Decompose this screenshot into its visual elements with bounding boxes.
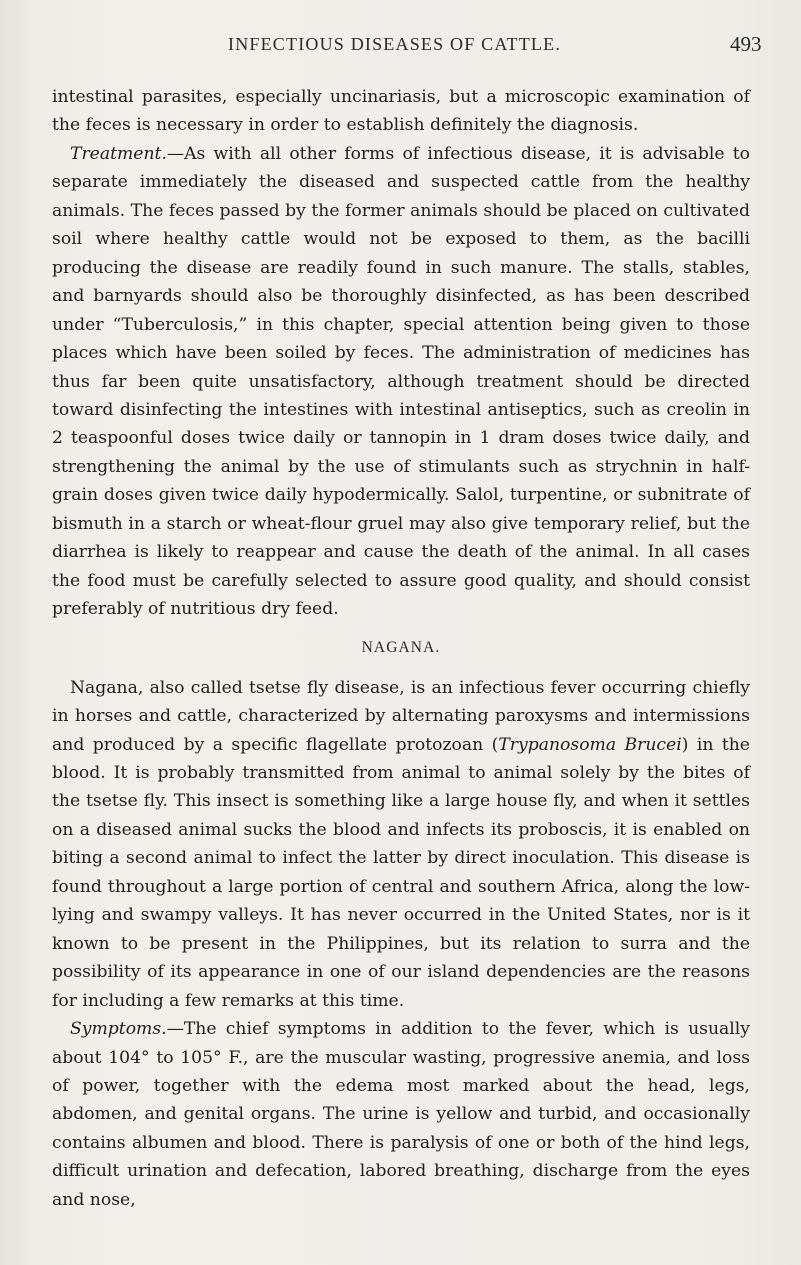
paragraph-treatment: [52, 140, 750, 624]
running-title: INFECTIOUS DISEASES OF CATTLE.: [228, 34, 562, 54]
section-heading-nagana: NAGANA.: [361, 638, 441, 656]
treatment-body: —As with all other forms of infectious disease, it is advisable to separate immediately the diseased and suspected cattle from the healthy animals. The feces passed by the former animals should be placed on cultivated soil where healthy cattle would not be exposed to them, as the bacilli producing the disease are readily found in such manure. The stalls, stables, and barnyards should also be thoroughly disinfected, as has been described under “Tuberculosis,” in this chapter, special attention being given to those places which have been soiled by feces. The administration of medicines has thus far been quite unsatisfactory, although treatment should be directed toward disinfecting the intestines with intestinal antiseptics, such as creolin in 2 teaspoonful doses twice daily or tannopin in 1 dram doses twice daily, and strengthening the animal by the use of stimulants such as strychnin in half-grain doses given twice daily hypodermically. Salol, turpentine, or subnitrate of bismuth in a starch or wheat-flour gruel may also give temporary relief, but the diarrhea is likely to reappear and cause the death of the animal. In all cases the food must be carefully selected to assure good quality, and should consist preferably of nutritious dry feed.: [52, 143, 750, 620]
treatment-lead: Treatment.: [70, 143, 167, 164]
body-text: [52, 83, 750, 1214]
nagana-text-before: Nagana, also called tsetse fly disease, is an infectious fever occurring chiefly in horses and cattle, characterized by alternating paroxysms and intermissions and produced by a specific flagellate protozoan (: [52, 677, 750, 755]
page-header: [0, 28, 801, 58]
nagana-text-after: ) in the blood. It is probably transmitted from animal to animal solely by the bites of the tsetse fly. This insect is something like a large house fly, and when it settles on a diseased animal sucks the blood and infects its proboscis, it is enabled on biting a second animal to infect the latter by direct inoculation. This disease is found throughout a large portion of central and southern Africa, along the low-lying and swampy valleys. It has never occurred in the United States, nor is it known to be present in the Philippines, but its relation to surra and the possibility of its appearance in one of our island dependencies are the reasons for including a few remarks at this time.: [52, 734, 750, 1011]
paragraph-symptoms: [52, 1015, 750, 1214]
paragraph-continued: intestinal parasites, especially uncinariasis, but a microscopic examination of the feces is necessary in order to establish definitely the diagnosis.: [52, 87, 750, 136]
symptoms-lead: Symptoms.: [70, 1019, 167, 1040]
symptoms-body: —The chief symptoms in addition to the fever, which is usually about 104° to 105° F., are the muscular wasting, progressive anemia, and loss of power, together with the edema most marked about the head, legs, abdomen, and genital organs. The urine is yellow and turbid, and occasionally contains albumen and blood. There is paralysis of one or both of the hind legs, difficult urination and defecation, labored breathing, discharge from the eyes and nose,: [52, 1019, 750, 1210]
species-name: Trypanosoma Brucei: [498, 734, 682, 755]
page-number: 493: [730, 32, 762, 56]
paragraph-nagana: [52, 674, 750, 1015]
